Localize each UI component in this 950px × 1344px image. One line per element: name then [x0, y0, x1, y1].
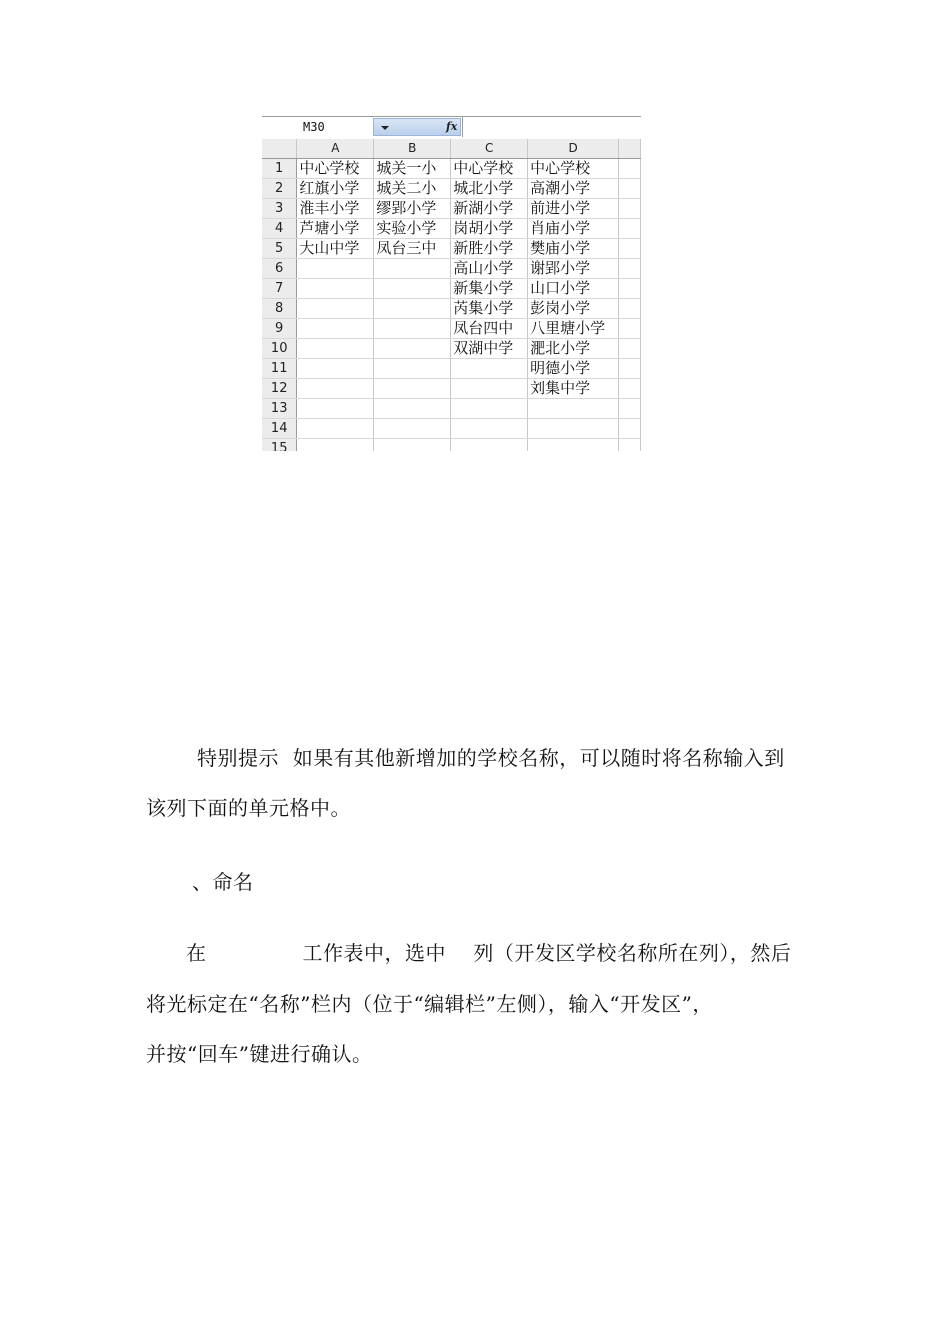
cell-d2[interactable]: 高潮小学	[528, 179, 619, 199]
cell-d6[interactable]: 谢郢小学	[528, 259, 619, 279]
cell-a6[interactable]	[297, 259, 374, 279]
row-header[interactable]: 1	[262, 159, 297, 179]
cell-d10[interactable]: 淝北小学	[528, 339, 619, 359]
cell-d12[interactable]: 刘集中学	[528, 379, 619, 399]
cell-c8[interactable]: 芮集小学	[451, 299, 528, 319]
cell-e12[interactable]	[619, 379, 641, 399]
row-header[interactable]: 4	[262, 219, 297, 239]
cell-b8[interactable]	[374, 299, 451, 319]
cell-e15[interactable]	[619, 439, 641, 452]
row-header[interactable]: 15	[262, 439, 297, 452]
cell-c9[interactable]: 凤台四中	[451, 319, 528, 339]
table-row	[262, 339, 641, 359]
cell-c11[interactable]	[451, 359, 528, 379]
cell-a5[interactable]: 大山中学	[297, 239, 374, 259]
section-heading: 、命名	[192, 870, 254, 894]
cell-d7[interactable]: 山口小学	[528, 279, 619, 299]
table-row	[262, 279, 641, 299]
cell-e3[interactable]	[619, 199, 641, 219]
cell-e10[interactable]	[619, 339, 641, 359]
cell-c3[interactable]: 新湖小学	[451, 199, 528, 219]
name-box-dropdown[interactable]	[373, 118, 461, 136]
row-header[interactable]: 7	[262, 279, 297, 299]
table-row	[262, 359, 641, 379]
cell-c4[interactable]: 岗胡小学	[451, 219, 528, 239]
cell-c14[interactable]	[451, 419, 528, 439]
table-row	[262, 259, 641, 279]
formula-bar	[262, 116, 641, 140]
cell-a8[interactable]	[297, 299, 374, 319]
cell-d9[interactable]: 八里塘小学	[528, 319, 619, 339]
cell-b7[interactable]	[374, 279, 451, 299]
table-row	[262, 439, 641, 452]
table-row	[262, 379, 641, 399]
cell-b1[interactable]: 城关一小	[374, 159, 451, 179]
cell-e5[interactable]	[619, 239, 641, 259]
cell-d5[interactable]: 樊庙小学	[528, 239, 619, 259]
table-row	[262, 399, 641, 419]
row-header[interactable]: 11	[262, 359, 297, 379]
cell-e2[interactable]	[619, 179, 641, 199]
cell-a1[interactable]: 中心学校	[297, 159, 374, 179]
row-header[interactable]: 12	[262, 379, 297, 399]
column-header-d[interactable]: D	[528, 139, 619, 159]
select-all-corner[interactable]	[262, 139, 297, 159]
body-line-1: 在 工作表中，选中 列（开发区学校名称所在列），然后	[186, 941, 792, 965]
cell-d15[interactable]	[528, 439, 619, 452]
cell-a11[interactable]	[297, 359, 374, 379]
table-row	[262, 319, 641, 339]
fx-icon[interactable]: fx	[446, 120, 458, 133]
column-header-row	[262, 139, 641, 159]
cell-a7[interactable]	[297, 279, 374, 299]
chevron-down-icon	[381, 126, 389, 130]
cell-b11[interactable]	[374, 359, 451, 379]
cell-a13[interactable]	[297, 399, 374, 419]
cell-e6[interactable]	[619, 259, 641, 279]
column-header-b[interactable]: B	[374, 139, 451, 159]
cell-c6[interactable]: 高山小学	[451, 259, 528, 279]
cell-c2[interactable]: 城北小学	[451, 179, 528, 199]
table-row	[262, 199, 641, 219]
cell-c10[interactable]: 双湖中学	[451, 339, 528, 359]
cell-a12[interactable]	[297, 379, 374, 399]
cell-a3[interactable]: 淮丰小学	[297, 199, 374, 219]
cell-e9[interactable]	[619, 319, 641, 339]
cell-a10[interactable]	[297, 339, 374, 359]
table-row	[262, 239, 641, 259]
row-header[interactable]: 10	[262, 339, 297, 359]
cell-a14[interactable]	[297, 419, 374, 439]
spreadsheet-screenshot	[262, 116, 641, 451]
cell-b10[interactable]	[374, 339, 451, 359]
cell-b12[interactable]	[374, 379, 451, 399]
table-row	[262, 159, 641, 179]
row-header[interactable]: 9	[262, 319, 297, 339]
cell-d8[interactable]: 彭岗小学	[528, 299, 619, 319]
tip-line-1: 特别提示 如果有其他新增加的学校名称，可以随时将名称输入到	[197, 746, 785, 770]
cell-a4[interactable]: 芦塘小学	[297, 219, 374, 239]
cell-d1[interactable]: 中心学校	[528, 159, 619, 179]
cell-b6[interactable]	[374, 259, 451, 279]
cell-b9[interactable]	[374, 319, 451, 339]
cell-c5[interactable]: 新胜小学	[451, 239, 528, 259]
cell-e7[interactable]	[619, 279, 641, 299]
spreadsheet-grid	[262, 139, 641, 451]
row-header[interactable]: 2	[262, 179, 297, 199]
cell-d13[interactable]	[528, 399, 619, 419]
cell-e1[interactable]	[619, 159, 641, 179]
table-row	[262, 179, 641, 199]
row-header[interactable]: 5	[262, 239, 297, 259]
body-line-2: 将光标定在“名称”栏内（位于“编辑栏”左侧），输入“开发区”，	[146, 992, 713, 1016]
column-header-a[interactable]: A	[297, 139, 374, 159]
name-box[interactable]: M30	[303, 120, 325, 134]
cell-b4[interactable]: 实验小学	[374, 219, 451, 239]
row-header[interactable]: 3	[262, 199, 297, 219]
column-header-e[interactable]	[619, 139, 641, 159]
cell-d11[interactable]: 明德小学	[528, 359, 619, 379]
cell-c1[interactable]: 中心学校	[451, 159, 528, 179]
cell-b14[interactable]	[374, 419, 451, 439]
cell-c7[interactable]: 新集小学	[451, 279, 528, 299]
row-header[interactable]: 6	[262, 259, 297, 279]
cell-b5[interactable]: 凤台三中	[374, 239, 451, 259]
cell-c12[interactable]	[451, 379, 528, 399]
cell-e13[interactable]	[619, 399, 641, 419]
cell-a2[interactable]: 红旗小学	[297, 179, 374, 199]
cell-c13[interactable]	[451, 399, 528, 419]
cell-e11[interactable]	[619, 359, 641, 379]
table-row	[262, 219, 641, 239]
cell-e4[interactable]	[619, 219, 641, 239]
table-row	[262, 419, 641, 439]
cell-d3[interactable]: 前进小学	[528, 199, 619, 219]
cell-d14[interactable]	[528, 419, 619, 439]
cell-c15[interactable]	[451, 439, 528, 452]
row-header[interactable]: 13	[262, 399, 297, 419]
cell-b3[interactable]: 缪郢小学	[374, 199, 451, 219]
cell-d4[interactable]: 肖庙小学	[528, 219, 619, 239]
cell-b15[interactable]	[374, 439, 451, 452]
cell-b2[interactable]: 城关二小	[374, 179, 451, 199]
formula-input[interactable]	[462, 117, 641, 137]
cell-e8[interactable]	[619, 299, 641, 319]
cell-a9[interactable]	[297, 319, 374, 339]
column-header-c[interactable]: C	[451, 139, 528, 159]
row-header[interactable]: 8	[262, 299, 297, 319]
cell-a15[interactable]	[297, 439, 374, 452]
cell-b13[interactable]	[374, 399, 451, 419]
table-row	[262, 299, 641, 319]
row-header[interactable]: 14	[262, 419, 297, 439]
cell-e14[interactable]	[619, 419, 641, 439]
tip-line-2: 该列下面的单元格中。	[146, 796, 351, 820]
body-line-3: 并按“回车”键进行确认。	[146, 1042, 373, 1066]
